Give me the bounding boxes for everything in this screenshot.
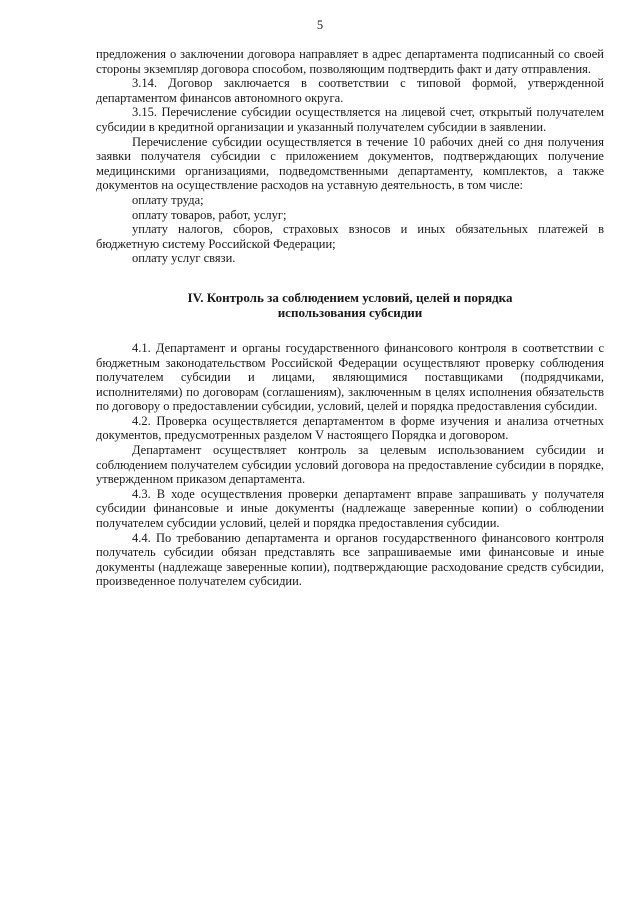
page-number: 5 [316, 18, 324, 32]
list-item: оплату товаров, работ, услуг; [132, 207, 287, 222]
paragraph-4-3: 4.3. В ходе осуществления проверки департамент вправе запрашивать у получателя субсидии финансовые и иные документы (надлежаще заверенные копии) о соблюдении получателем субсидии условий, целей и порядка предоставления субсидии. [96, 486, 604, 531]
list-item: уплату налогов, сборов, страховых взносов и иных обязательных платежей в бюджетную систему Российской Федерации; [96, 222, 604, 251]
paragraph-4-4: 4.4. По требованию департамента и органов государственного финансового контроля получатель субсидии обязан представлять все запрашиваемые ими финансовые и иные документы (надлежаще заверенные копии), подтверждающие расходование средств субсидии, произведенное получателем субсидии. [96, 530, 604, 589]
list-item: оплату труда; [132, 192, 204, 207]
paragraph-3-14: 3.14. Договор заключается в соответствии с типовой формой, утвержденной департаментом финансов автономного округа. [96, 76, 604, 105]
paragraph-4-2: 4.2. Проверка осуществляется департаментом в форме изучения и анализа отчетных документов, предусмотренных разделом V настоящего Порядка и договором. [96, 413, 604, 443]
list-item: оплату услуг связи. [132, 251, 236, 266]
paragraph-continuation: предложения о заключении договора направляет в адрес департамента подписанный со своей стороны экземпляр договора способом, позволяющим подтвердить факт и дату отправления. [96, 47, 604, 76]
section-heading [96, 290, 604, 321]
section-heading-line-2: использования субсидии [277, 305, 423, 321]
paragraph-4-1: 4.1. Департамент и органы государственного финансового контроля в соответствии с бюджетным законодательством Российской Федерации осуществляют проверку соблюдения получателем субсидии и лицами, являющимися поставщиками (подрядчиками, исполнителями) по договорам (соглашениям), заключенным в целях исполнения обязательств по договору о предоставлении субсидии, условий, целей и порядка предоставления субсидии. [96, 340, 604, 414]
document-body [96, 47, 604, 589]
paragraph-4-2-control: Департамент осуществляет контроль за целевым использованием субсидии и соблюдением получателем субсидии условий договора на предоставление субсидии в порядке, утвержденном приказом департамента. [96, 443, 604, 487]
paragraph-transfer-term: Перечисление субсидии осуществляется в течение 10 рабочих дней со дня получения заявки получателя субсидии с приложением документов, подтверждающих получение медицинскими организациями, подведомственными департаменту, комплектов, а также документов на осуществление расходов на уставную деятельность, в том числе: [96, 134, 604, 193]
paragraph-3-15: 3.15. Перечисление субсидии осуществляется на лицевой счет, открытый получателем субсидии в кредитной организации и указанный получателем субсидии в заявлении. [96, 105, 604, 134]
section-heading-line-1: IV. Контроль за соблюдением условий, целей и порядка [187, 289, 513, 305]
